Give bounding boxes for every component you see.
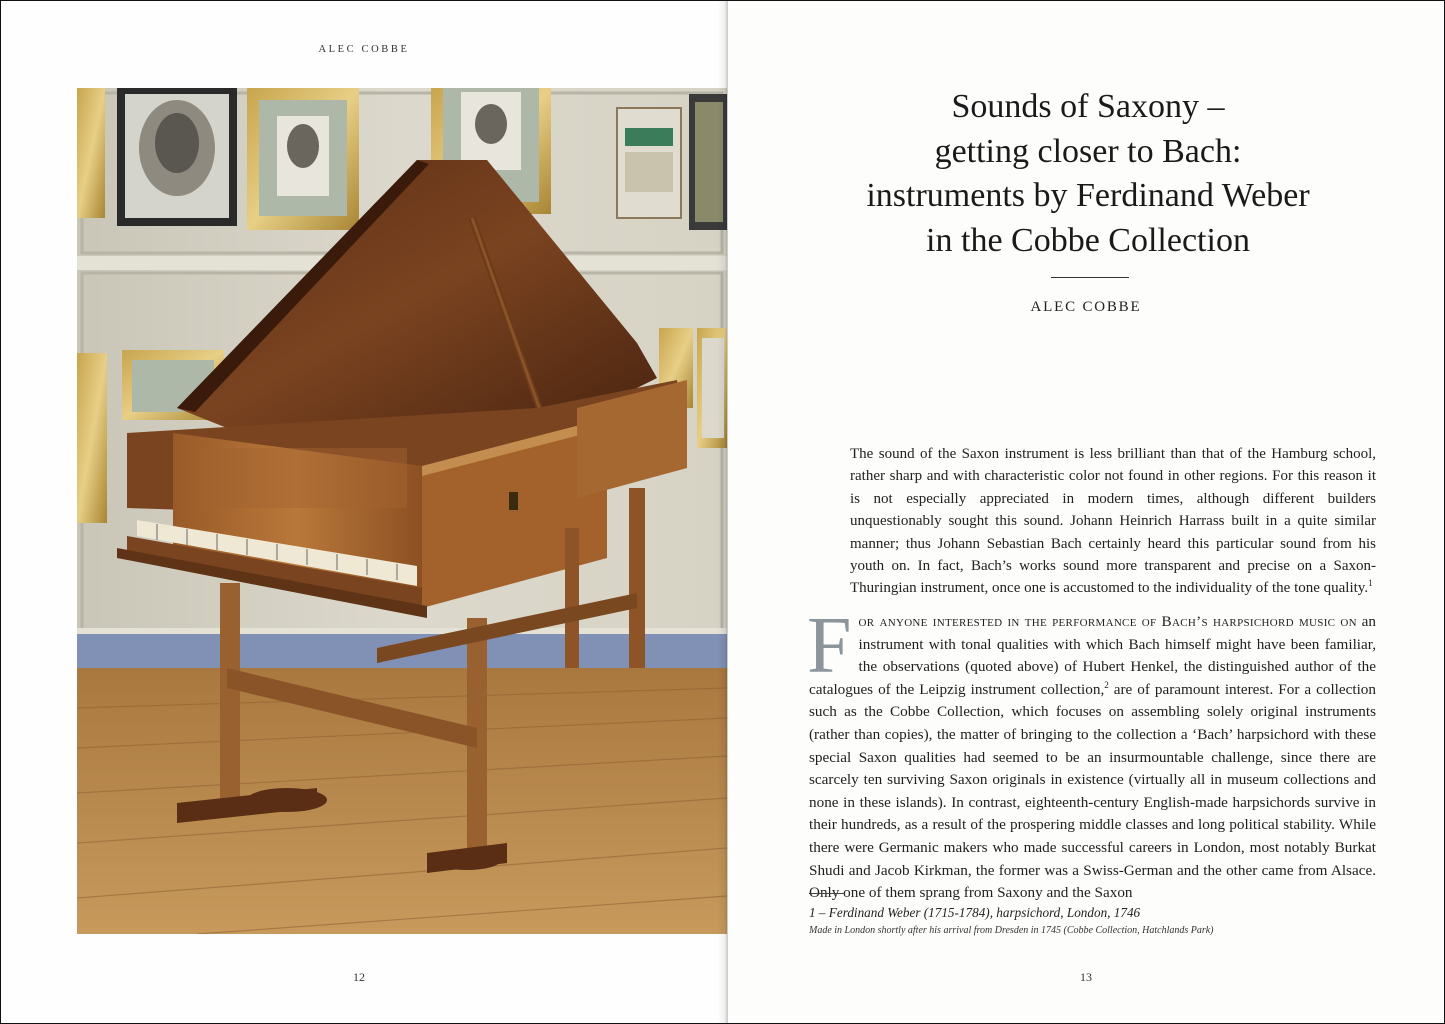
- folio-right: 13: [1080, 970, 1092, 984]
- title-line-3: instruments by Ferdinand Weber: [866, 177, 1310, 214]
- body-text-b: are of paramount interest. For a collection such as the Cobbe Collection, which focuses on assembling solely original instruments (rather than copies), the matter of bringing to the collection a ‘Bach’ harpsichord with these special Saxon qualities had seemed to be an insurmountable challenge, since there are scarcely ten surviving Saxon originals in existence (virtually all in museum collections and none in these islands). In contrast, eighteenth-century English-made harpsichords survive in their hundreds, as a result of the prospering middle classes and long political stability. While there were Germanic makers who made successful careers in London, most notably Burkat Shudi and Jacob Kirkman, the former was a Swiss-German and the other came from Alsace. Only one of them sprang from Saxony and the Saxon: [809, 680, 1376, 902]
- right-page: [728, 1, 1444, 1023]
- left-page: [1, 1, 727, 1023]
- author-name: ALEC COBBE: [1030, 299, 1142, 315]
- title-rule: [1051, 277, 1129, 278]
- chapter-title: [788, 85, 1388, 263]
- folio-left: 12: [353, 970, 365, 984]
- title-line-2: getting closer to Bach:: [934, 132, 1242, 170]
- epigraph: [850, 443, 1376, 600]
- caption-rule: [809, 893, 845, 894]
- figure-caption-title: 1 – Ferdinand Weber (1715-1784), harpsichord, London, 1746: [809, 905, 1141, 920]
- title-line-1: Sounds of Saxony –: [951, 88, 1225, 125]
- epigraph-text: The sound of the Saxon instrument is less brilliant than that of the Hamburg school, rather sharp and with characteristic color not found in other regions. For this reason it is not especially appreciated in modern times, although different builders unquestionably sought this sound. Johann Heinrich Harrass built in a quite similar manner; thus Johann Sebastian Bach certainly heard this particular sound from his youth on. In fact, Bach’s works sound more transparent and precise on a Saxon-Thuringian instrument, once one is accustomed to the individuality of the tone quality.: [850, 446, 1376, 597]
- lead-in: or anyone interested in the performance of Bach’s harpsichord music on: [858, 613, 1357, 630]
- running-head: ALEC COBBE: [318, 44, 410, 55]
- body-text-a: an instrument with tonal qualities with which Bach himself might have been familiar, the observations (quoted above) of Hubert Henkel, the distinguished author of the catalogues of the Leipzig instrument collection,: [809, 613, 1376, 698]
- title-line-4: in the Cobbe Collection: [926, 221, 1250, 259]
- footnote-ref-1: 1: [1368, 578, 1373, 589]
- footnote-ref-2: 2: [1104, 679, 1109, 690]
- body-paragraph: [807, 602, 1376, 905]
- drop-cap: F: [807, 602, 852, 690]
- harpsichord-photo: [77, 88, 727, 934]
- figure-caption-subtitle: Made in London shortly after his arrival from Dresden in 1745 (Cobbe Collection, Hatchlands Park): [809, 925, 1214, 936]
